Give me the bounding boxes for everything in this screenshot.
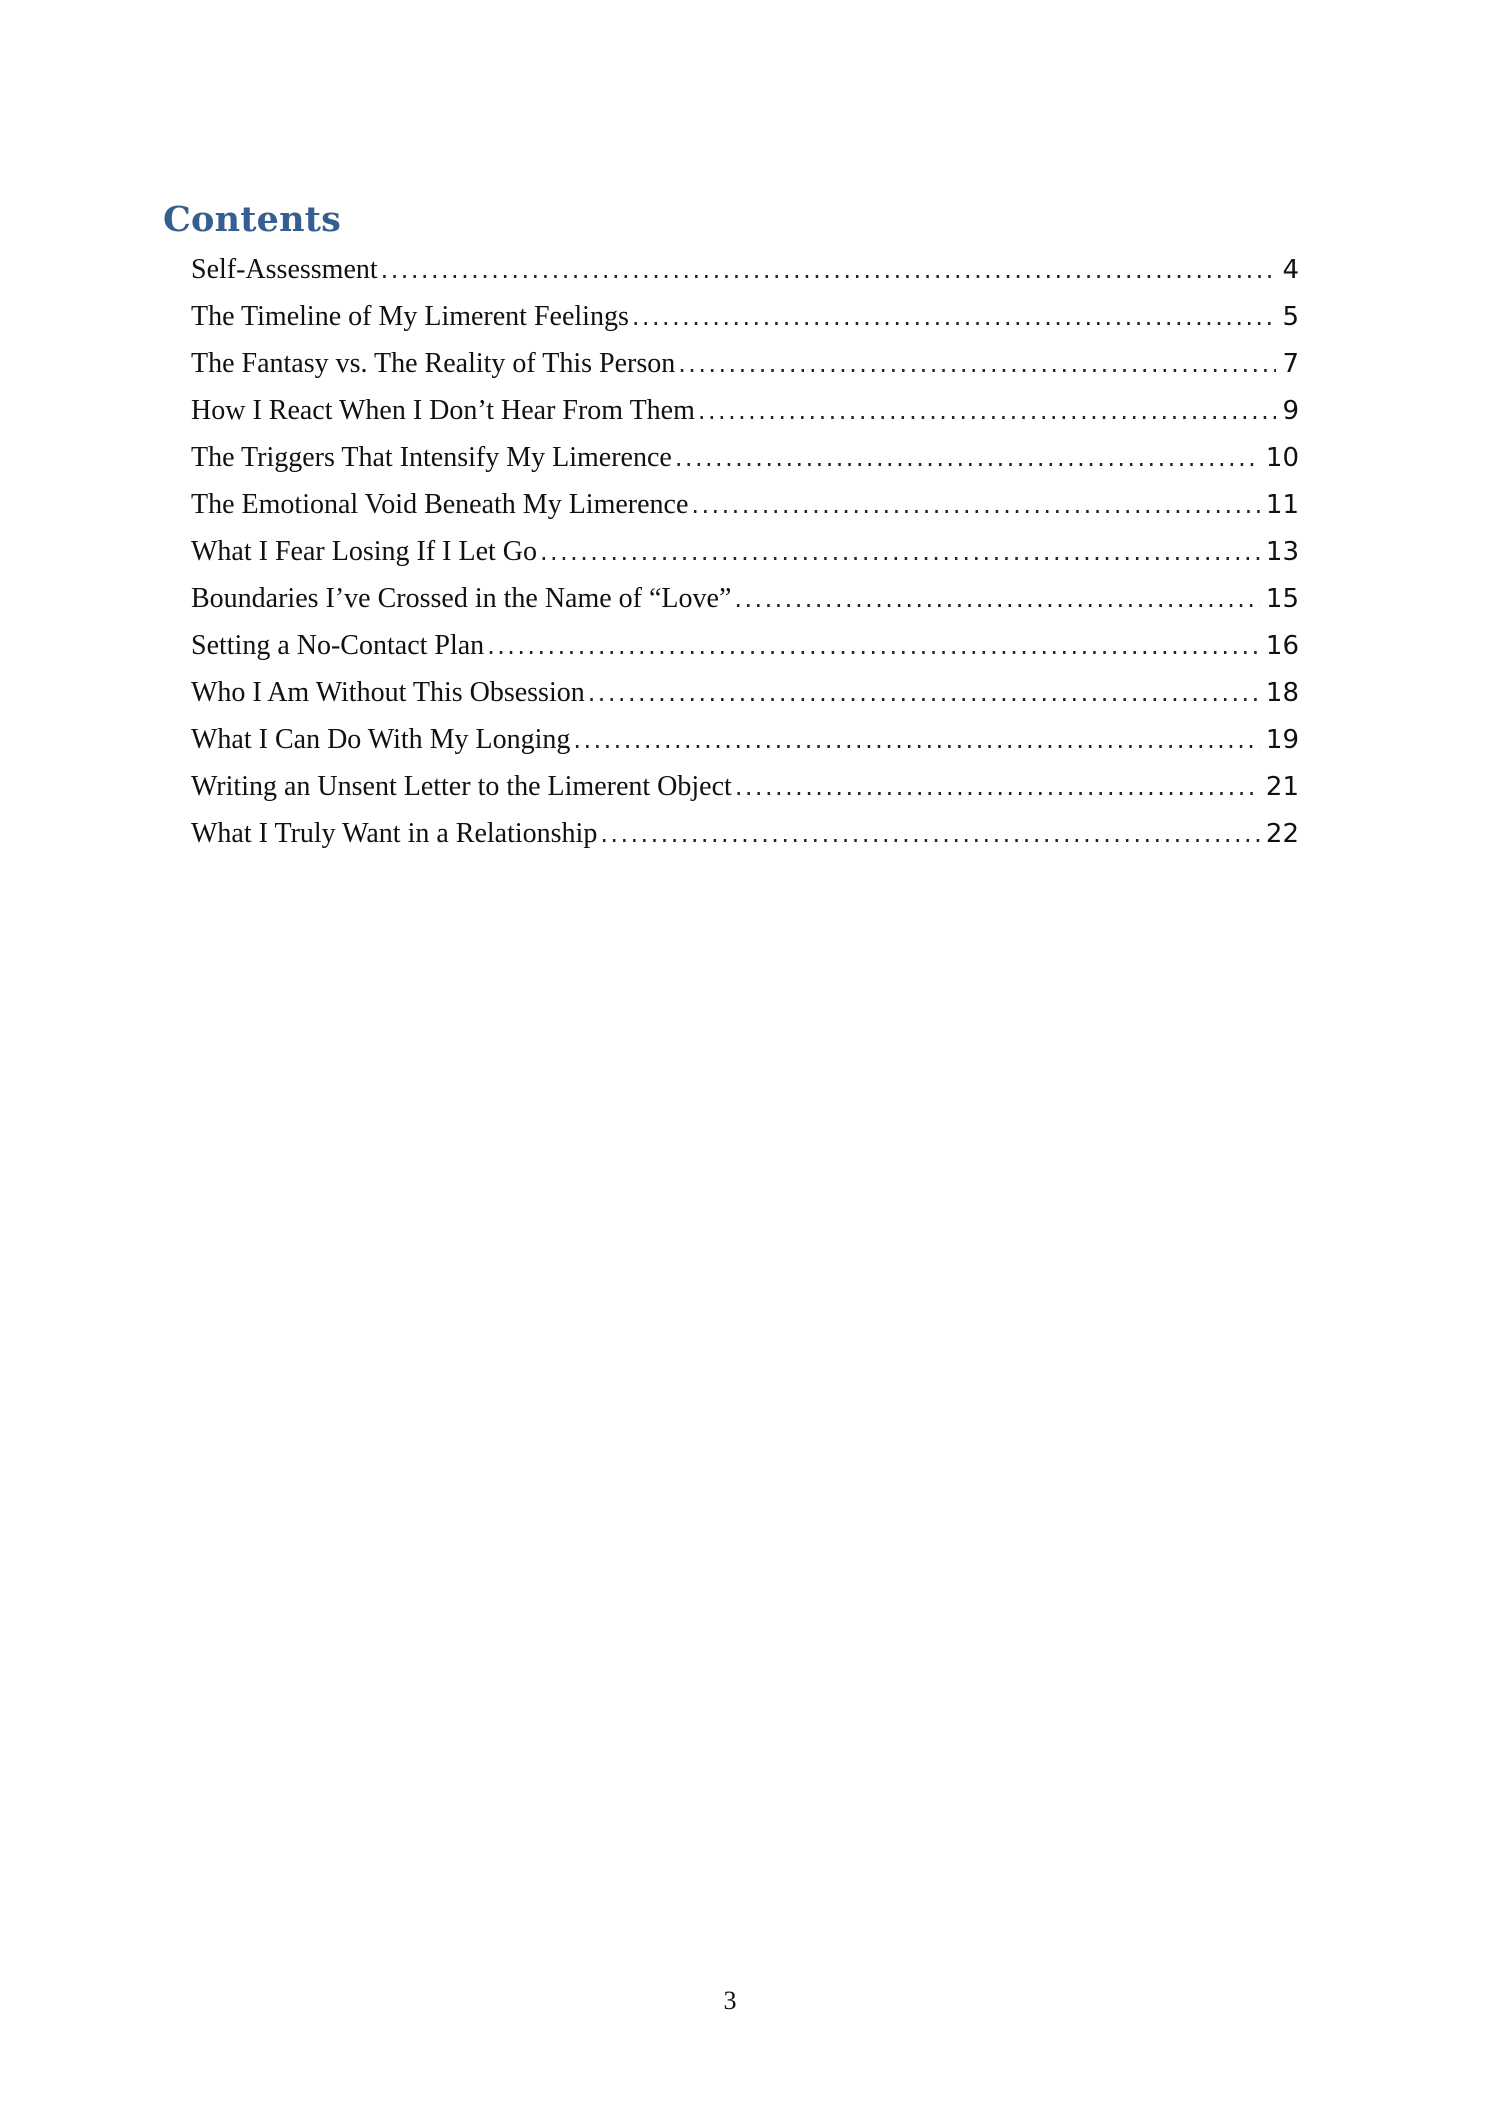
toc-entry-page: 9 [1282, 396, 1299, 426]
toc-entry-title: Boundaries I’ve Crossed in the Name of “Love” [191, 583, 732, 614]
toc-dot-leader [691, 482, 1260, 529]
toc-entry-page: 4 [1282, 255, 1299, 285]
toc-entry-page: 11 [1265, 490, 1299, 520]
toc-entry[interactable] [191, 246, 1299, 293]
toc-entry-page: 22 [1265, 819, 1299, 849]
toc-entry-title: How I React When I Don’t Hear From Them [191, 395, 695, 426]
toc-entry[interactable] [191, 434, 1299, 481]
toc-entry-title: Writing an Unsent Letter to the Limerent Object [191, 771, 732, 802]
toc-entry-title: What I Can Do With My Longing [191, 724, 571, 755]
toc-entry[interactable] [191, 575, 1299, 622]
toc-dot-leader [487, 623, 1260, 670]
toc-dot-leader [735, 764, 1260, 811]
footer-page-number: 3 [723, 1986, 737, 2015]
toc-entry[interactable] [191, 528, 1299, 575]
toc-dot-leader [600, 811, 1260, 858]
toc-entry[interactable] [191, 669, 1299, 716]
toc-entry[interactable] [191, 622, 1299, 669]
toc-dot-leader [540, 529, 1260, 576]
toc-entry-title: Setting a No-Contact Plan [191, 630, 485, 661]
toc-entry-page: 5 [1282, 302, 1299, 332]
toc-entry-title: What I Truly Want in a Relationship [191, 818, 598, 849]
toc-entry[interactable] [191, 340, 1299, 387]
toc-entry-title: The Emotional Void Beneath My Limerence [191, 489, 689, 520]
toc-entry[interactable] [191, 387, 1299, 434]
table-of-contents [191, 246, 1299, 857]
toc-entry[interactable] [191, 810, 1299, 857]
toc-entry-page: 13 [1265, 537, 1299, 567]
toc-entry-page: 19 [1265, 725, 1299, 755]
toc-entry[interactable] [191, 716, 1299, 763]
toc-entry-page: 10 [1265, 443, 1299, 473]
toc-entry-title: The Fantasy vs. The Reality of This Person [191, 348, 676, 379]
toc-dot-leader [734, 576, 1260, 623]
toc-entry[interactable] [191, 763, 1299, 810]
toc-dot-leader [573, 717, 1259, 764]
toc-entry-page: 16 [1265, 631, 1299, 661]
contents-heading: Contents [163, 199, 342, 240]
toc-entry-page: 7 [1282, 349, 1299, 379]
toc-entry[interactable] [191, 481, 1299, 528]
toc-dot-leader [678, 341, 1276, 388]
toc-dot-leader [675, 435, 1260, 482]
toc-entry-title: The Triggers That Intensify My Limerence [191, 442, 672, 473]
toc-entry-title: The Timeline of My Limerent Feelings [191, 301, 629, 332]
toc-entry-title: Self-Assessment [191, 254, 378, 285]
toc-entry-title: What I Fear Losing If I Let Go [191, 536, 537, 567]
toc-entry-title: Who I Am Without This Obsession [191, 677, 585, 708]
toc-entry[interactable] [191, 293, 1299, 340]
toc-dot-leader [588, 670, 1260, 717]
toc-entry-page: 15 [1265, 584, 1299, 614]
toc-dot-leader [381, 247, 1277, 294]
toc-entry-page: 18 [1265, 678, 1299, 708]
toc-dot-leader [632, 294, 1277, 341]
toc-dot-leader [698, 388, 1277, 435]
toc-entry-page: 21 [1265, 772, 1299, 802]
